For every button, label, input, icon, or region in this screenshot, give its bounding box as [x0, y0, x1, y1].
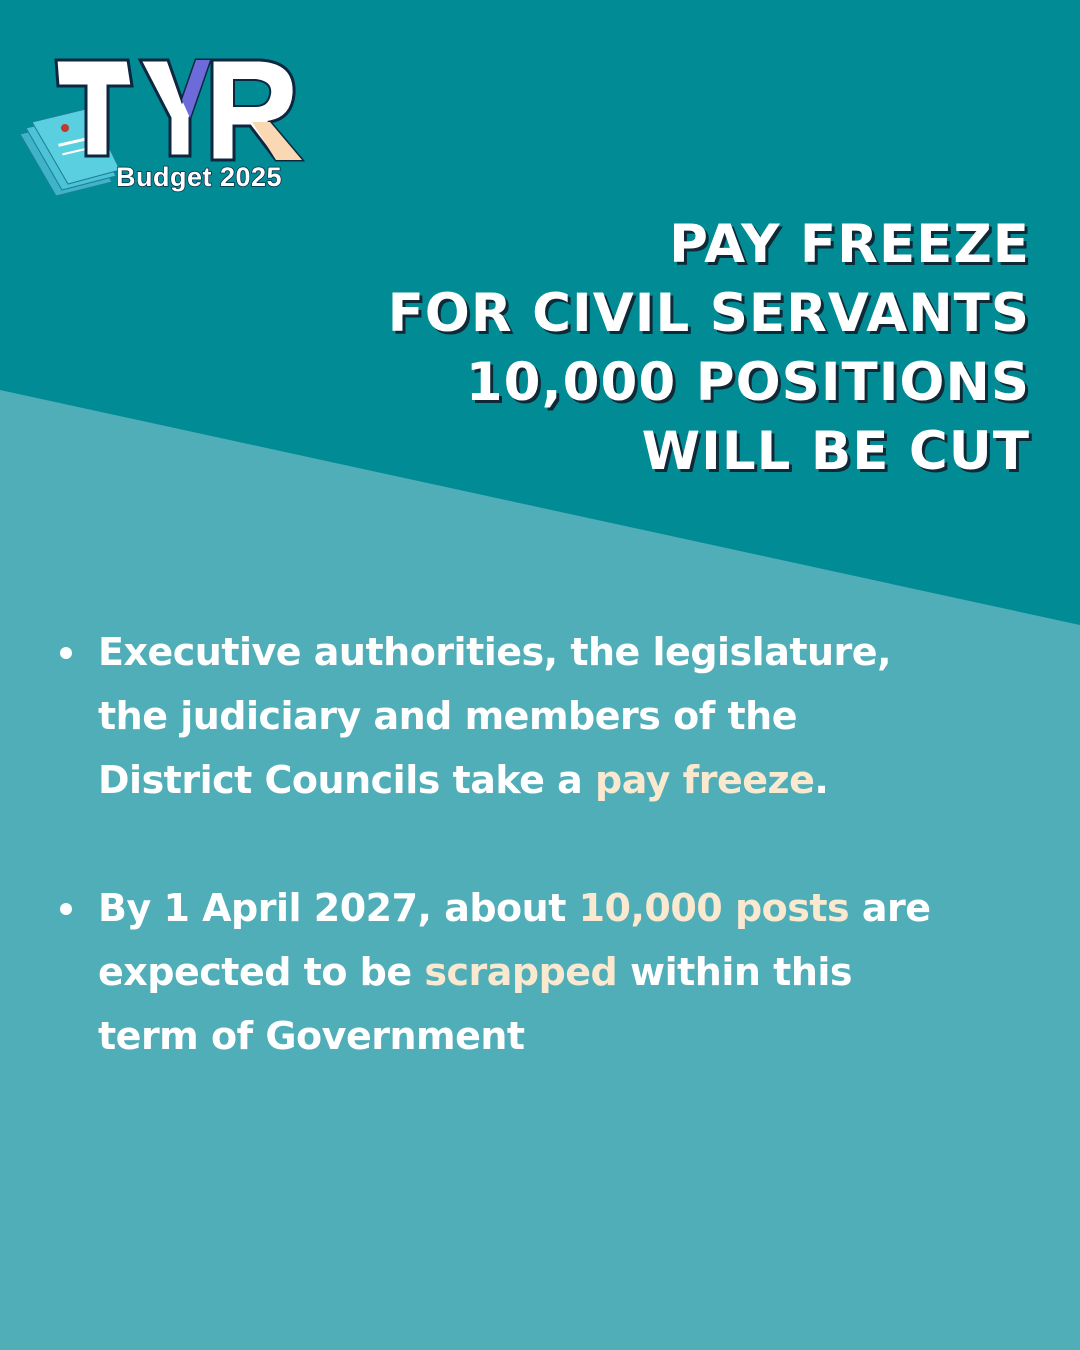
bullet-text: . — [814, 758, 829, 802]
highlight-pay-freeze: pay freeze — [595, 758, 815, 802]
headline — [130, 210, 1030, 486]
bullet-text: are expected to be — [98, 886, 931, 994]
bullet-pay-freeze — [55, 620, 955, 812]
bullet-text: within this term of Government — [98, 950, 853, 1058]
highlight-scrapped: scrapped — [424, 950, 618, 994]
headline-line-1: PAY FREEZE — [669, 214, 1030, 275]
headline-line-2: FOR CIVIL SERVANTS — [387, 283, 1030, 344]
bullet-list — [55, 620, 955, 1068]
bullet-text: By 1 April 2027, about — [98, 886, 579, 930]
headline-line-3: 10,000 POSITIONS — [465, 352, 1030, 413]
bullet-text: Executive authorities, the legislature, the judiciary and members of the District Councils take a — [98, 630, 892, 802]
highlight-posts: 10,000 posts — [578, 886, 850, 930]
logo-label: Budget 2025 — [116, 162, 283, 192]
bullet-posts-scrapped — [55, 876, 955, 1068]
headline-line-4: WILL BE CUT — [641, 421, 1030, 482]
